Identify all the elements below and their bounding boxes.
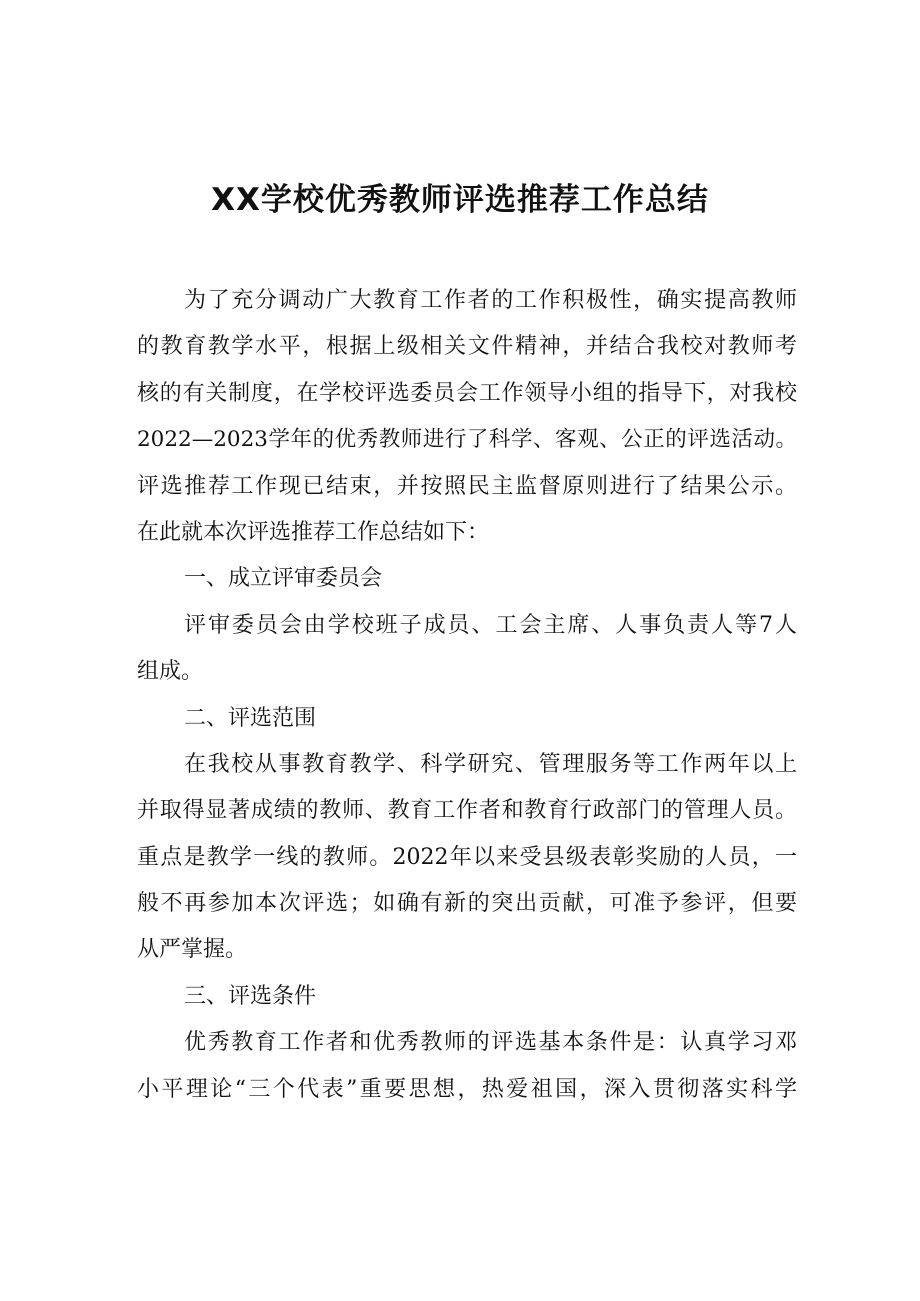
section-3-line: 小平理论“三个代表”重要思想，热爱祖国，深入贯彻落实科学	[137, 1076, 797, 1102]
section-1-line: 组成。	[137, 659, 204, 685]
paragraph-intro-line: 2022—2023学年的优秀教师进行了科学、客观、公正的评选活动。	[137, 427, 797, 453]
section-2-line: 般不再参加本次评选；如确有新的突出贡献，可准予参评，但要	[137, 891, 797, 917]
section-heading-3: 三、评选条件	[184, 983, 317, 1009]
paragraph-intro-line: 核的有关制度，在学校评选委员会工作领导小组的指导下，对我校	[137, 380, 797, 406]
paragraph-intro-line: 在此就本次评选推荐工作总结如下：	[137, 519, 490, 545]
section-2-line: 并取得显著成绩的教师、教育工作者和教育行政部门的管理人员。	[137, 798, 797, 824]
section-1-line: 评审委员会由学校班子成员、工会主席、人事负责人等7人	[184, 612, 797, 638]
document-body	[137, 278, 797, 1113]
section-2-line: 在我校从事教育教学、科学研究、管理服务等工作两年以上	[184, 751, 797, 777]
section-heading-2: 二、评选范围	[184, 705, 317, 731]
section-heading-1: 一、成立评审委员会	[184, 566, 383, 592]
document-title: XX学校优秀教师评选推荐工作总结	[211, 182, 709, 218]
section-2-line: 重点是教学一线的教师。2022年以来受县级表彰奖励的人员，一	[137, 844, 797, 870]
paragraph-intro-line: 为了充分调动广大教育工作者的工作积极性，确实提高教师	[184, 288, 797, 313]
paragraph-intro-line: 评选推荐工作现已结束，并按照民主监督原则进行了结果公示。	[137, 473, 797, 499]
section-3-line: 优秀教育工作者和优秀教师的评选基本条件是：认真学习邓	[184, 1030, 797, 1056]
section-2-line: 从严掌握。	[137, 937, 248, 963]
paragraph-intro-line: 的教育教学水平，根据上级相关文件精神，并结合我校对教师考	[137, 334, 797, 360]
